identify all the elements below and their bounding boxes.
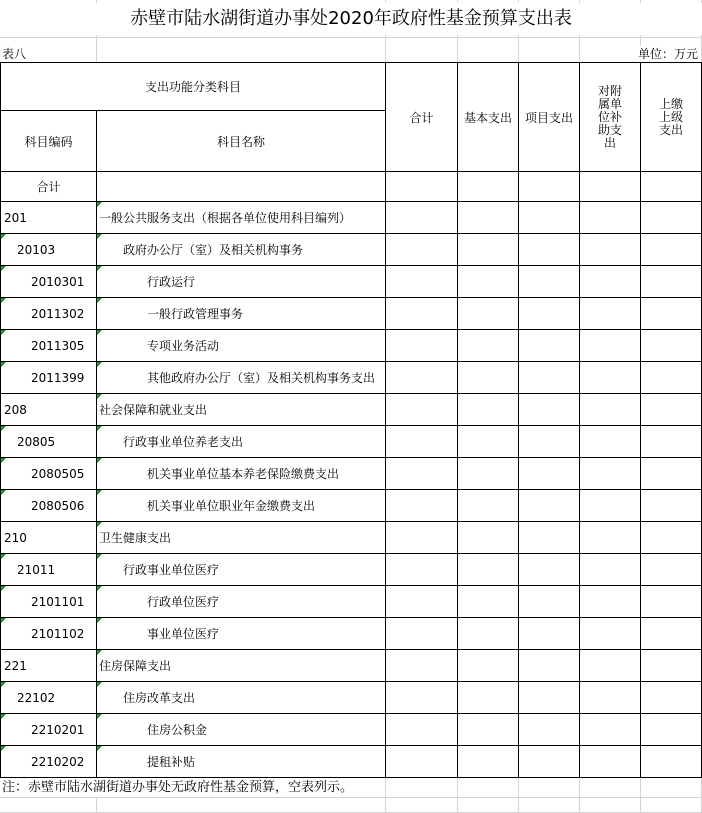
row-subsidy-cell	[580, 202, 641, 234]
row-code	[1, 586, 97, 618]
row-code-text: 2210202	[31, 754, 85, 769]
row-total-cell	[386, 458, 458, 490]
row-name-text: 行政事业单位医疗	[123, 563, 220, 577]
row-subsidy-cell	[580, 394, 641, 426]
row-code	[1, 650, 97, 682]
row-code	[1, 330, 97, 362]
row-code	[1, 458, 97, 490]
subtotal-label: 合计	[1, 172, 97, 202]
row-total-cell	[386, 394, 458, 426]
row-project-cell	[519, 458, 580, 490]
row-code	[1, 746, 97, 778]
row-subsidy-cell	[580, 746, 641, 778]
row-name-text: 一般行政管理事务	[147, 307, 244, 321]
row-name-text: 机关事业单位基本养老保险缴费支出	[147, 467, 340, 481]
row-name-text: 专项业务活动	[147, 339, 220, 353]
text-number-indicator-icon	[1, 234, 6, 239]
row-project-cell	[519, 298, 580, 330]
row-code-text: 2101101	[31, 594, 85, 609]
row-project-cell	[519, 650, 580, 682]
row-name	[97, 298, 386, 330]
row-basic-cell	[458, 554, 519, 586]
row-subsidy-cell	[580, 426, 641, 458]
row-total-cell	[386, 650, 458, 682]
text-number-indicator-icon	[97, 522, 102, 527]
row-name	[97, 234, 386, 266]
row-upper-cell	[641, 554, 702, 586]
row-project-cell	[519, 266, 580, 298]
text-number-indicator-icon	[97, 202, 102, 207]
row-basic-cell	[458, 490, 519, 522]
row-name	[97, 202, 386, 234]
row-upper-cell	[641, 330, 702, 362]
row-project-cell	[519, 714, 580, 746]
table-row	[1, 394, 702, 426]
row-upper-cell	[641, 746, 702, 778]
row-subsidy-cell	[580, 458, 641, 490]
text-number-indicator-icon	[97, 266, 102, 271]
table-row	[1, 490, 702, 522]
row-code	[1, 426, 97, 458]
row-subsidy-cell	[580, 490, 641, 522]
row-name	[97, 362, 386, 394]
row-basic-cell	[458, 330, 519, 362]
table-row	[1, 426, 702, 458]
row-basic-cell	[458, 298, 519, 330]
text-number-indicator-icon	[1, 682, 6, 687]
table-row	[1, 234, 702, 266]
project-expense-header: 项目支出	[519, 63, 580, 172]
category-header: 支出功能分类科目	[1, 63, 386, 111]
footnote: 注：赤壁市陆水湖街道办事处无政府性基金预算，空表列示。	[2, 780, 354, 795]
row-project-cell	[519, 746, 580, 778]
row-name-text: 政府办公厅（室）及相关机构事务	[123, 243, 304, 257]
row-project-cell	[519, 202, 580, 234]
row-upper-cell	[641, 490, 702, 522]
text-number-indicator-icon	[1, 266, 6, 271]
row-basic-cell	[458, 234, 519, 266]
row-code	[1, 298, 97, 330]
row-upper-cell	[641, 202, 702, 234]
row-code-text: 2011305	[31, 338, 85, 353]
text-number-indicator-icon	[1, 458, 6, 463]
subtotal-total-cell	[386, 172, 458, 202]
row-name-text: 卫生健康支出	[99, 531, 172, 545]
row-total-cell	[386, 234, 458, 266]
upper-remit-header-text: 上缴上级支出	[658, 96, 683, 137]
text-number-indicator-icon	[1, 618, 6, 623]
row-name-text: 机关事业单位职业年金缴费支出	[147, 499, 316, 513]
row-name	[97, 554, 386, 586]
text-number-indicator-icon	[1, 330, 6, 335]
subsidy-header-text: 对附属单位补助支出	[597, 83, 622, 150]
row-subsidy-cell	[580, 554, 641, 586]
row-name	[97, 586, 386, 618]
row-project-cell	[519, 426, 580, 458]
table-row	[1, 618, 702, 650]
row-upper-cell	[641, 362, 702, 394]
row-code-text: 2080506	[31, 498, 85, 513]
row-upper-cell	[641, 650, 702, 682]
row-project-cell	[519, 522, 580, 554]
table-row	[1, 682, 702, 714]
text-number-indicator-icon	[1, 554, 6, 559]
row-subsidy-cell	[580, 298, 641, 330]
table-row	[1, 298, 702, 330]
row-name-text: 住房改革支出	[123, 691, 196, 705]
row-basic-cell	[458, 618, 519, 650]
row-upper-cell	[641, 682, 702, 714]
text-number-indicator-icon	[1, 362, 6, 367]
row-project-cell	[519, 394, 580, 426]
text-number-indicator-icon	[97, 682, 102, 687]
row-code	[1, 394, 97, 426]
budget-table	[0, 62, 702, 778]
row-total-cell	[386, 522, 458, 554]
subsidy-header	[580, 63, 641, 172]
row-total-cell	[386, 202, 458, 234]
row-code	[1, 682, 97, 714]
row-code-text: 20103	[17, 242, 56, 257]
table-row	[1, 522, 702, 554]
row-code-text: 22102	[17, 690, 56, 705]
text-number-indicator-icon	[97, 490, 102, 495]
subtotal-subsidy-cell	[580, 172, 641, 202]
row-code	[1, 522, 97, 554]
row-name	[97, 394, 386, 426]
row-name	[97, 618, 386, 650]
row-total-cell	[386, 330, 458, 362]
row-subsidy-cell	[580, 650, 641, 682]
row-total-cell	[386, 682, 458, 714]
row-name	[97, 746, 386, 778]
row-basic-cell	[458, 362, 519, 394]
row-project-cell	[519, 234, 580, 266]
table-row	[1, 362, 702, 394]
text-number-indicator-icon	[97, 746, 102, 751]
row-code-text: 2101102	[31, 626, 85, 641]
text-number-indicator-icon	[97, 298, 102, 303]
name-header: 科目名称	[97, 111, 386, 172]
total-header: 合计	[386, 63, 458, 172]
text-number-indicator-icon	[1, 490, 6, 495]
row-code	[1, 202, 97, 234]
row-basic-cell	[458, 266, 519, 298]
text-number-indicator-icon	[97, 586, 102, 591]
text-number-indicator-icon	[1, 714, 6, 719]
row-code-text: 2011399	[31, 370, 85, 385]
row-project-cell	[519, 330, 580, 362]
row-code	[1, 554, 97, 586]
table-row	[1, 714, 702, 746]
row-basic-cell	[458, 426, 519, 458]
row-name	[97, 522, 386, 554]
row-upper-cell	[641, 234, 702, 266]
row-total-cell	[386, 554, 458, 586]
row-project-cell	[519, 682, 580, 714]
row-subsidy-cell	[580, 266, 641, 298]
unit-label: 单位：万元	[637, 47, 698, 61]
row-code-text: 210	[4, 530, 27, 545]
row-name	[97, 458, 386, 490]
row-code	[1, 618, 97, 650]
row-project-cell	[519, 554, 580, 586]
row-name-text: 提租补贴	[147, 755, 196, 769]
text-number-indicator-icon	[97, 426, 102, 431]
row-upper-cell	[641, 426, 702, 458]
text-number-indicator-icon	[97, 394, 102, 399]
row-code	[1, 490, 97, 522]
text-number-indicator-icon	[97, 554, 102, 559]
table-row	[1, 746, 702, 778]
row-name-text: 住房保障支出	[99, 659, 172, 673]
row-name	[97, 330, 386, 362]
row-basic-cell	[458, 714, 519, 746]
row-subsidy-cell	[580, 586, 641, 618]
row-subsidy-cell	[580, 714, 641, 746]
row-name-text: 行政运行	[147, 275, 196, 289]
row-basic-cell	[458, 522, 519, 554]
row-upper-cell	[641, 394, 702, 426]
row-upper-cell	[641, 618, 702, 650]
row-total-cell	[386, 618, 458, 650]
row-total-cell	[386, 298, 458, 330]
row-upper-cell	[641, 266, 702, 298]
row-total-cell	[386, 490, 458, 522]
row-subsidy-cell	[580, 362, 641, 394]
row-code-text: 2011302	[31, 306, 85, 321]
row-code-text: 2010301	[31, 274, 85, 289]
row-subsidy-cell	[580, 234, 641, 266]
row-total-cell	[386, 586, 458, 618]
row-code	[1, 234, 97, 266]
row-code-text: 221	[4, 658, 27, 673]
text-number-indicator-icon	[97, 650, 102, 655]
row-code	[1, 362, 97, 394]
row-code	[1, 266, 97, 298]
row-subsidy-cell	[580, 618, 641, 650]
text-number-indicator-icon	[97, 714, 102, 719]
row-subsidy-cell	[580, 330, 641, 362]
row-upper-cell	[641, 298, 702, 330]
text-number-indicator-icon	[1, 746, 6, 751]
row-name-text: 事业单位医疗	[147, 627, 220, 641]
row-code-text: 2080505	[31, 466, 85, 481]
row-basic-cell	[458, 458, 519, 490]
code-header: 科目编码	[1, 111, 97, 172]
row-code-text: 208	[4, 402, 27, 417]
subtotal-basic-cell	[458, 172, 519, 202]
row-name-text: 社会保障和就业支出	[99, 403, 208, 417]
subtotal-project-cell	[519, 172, 580, 202]
row-name	[97, 426, 386, 458]
row-subsidy-cell	[580, 682, 641, 714]
row-project-cell	[519, 618, 580, 650]
text-number-indicator-icon	[1, 586, 6, 591]
table-row	[1, 554, 702, 586]
row-project-cell	[519, 362, 580, 394]
row-name-text: 行政事业单位养老支出	[123, 435, 244, 449]
table-row	[1, 202, 702, 234]
subtotal-name-cell	[97, 172, 386, 202]
table-row	[1, 330, 702, 362]
text-number-indicator-icon	[97, 330, 102, 335]
row-code-text: 2210201	[31, 722, 85, 737]
row-code	[1, 714, 97, 746]
table-row	[1, 586, 702, 618]
row-basic-cell	[458, 650, 519, 682]
row-basic-cell	[458, 586, 519, 618]
row-code-text: 20805	[17, 434, 56, 449]
row-name	[97, 650, 386, 682]
row-name-text: 其他政府办公厅（室）及相关机构事务支出	[147, 371, 376, 385]
row-upper-cell	[641, 714, 702, 746]
table-label: 表八	[2, 47, 27, 61]
row-basic-cell	[458, 394, 519, 426]
basic-expense-header: 基本支出	[458, 63, 519, 172]
upper-remit-header	[641, 63, 702, 172]
subtotal-upper-cell	[641, 172, 702, 202]
text-number-indicator-icon	[97, 234, 102, 239]
row-upper-cell	[641, 458, 702, 490]
row-total-cell	[386, 266, 458, 298]
row-total-cell	[386, 714, 458, 746]
row-name	[97, 490, 386, 522]
row-name-text: 行政单位医疗	[147, 595, 220, 609]
text-number-indicator-icon	[1, 298, 6, 303]
row-basic-cell	[458, 746, 519, 778]
text-number-indicator-icon	[1, 426, 6, 431]
row-upper-cell	[641, 522, 702, 554]
row-total-cell	[386, 362, 458, 394]
row-total-cell	[386, 426, 458, 458]
row-basic-cell	[458, 202, 519, 234]
text-number-indicator-icon	[97, 618, 102, 623]
row-name-text: 一般公共服务支出（根据各单位使用科目编列）	[99, 211, 352, 225]
row-upper-cell	[641, 586, 702, 618]
row-code-text: 201	[4, 210, 27, 225]
table-row	[1, 650, 702, 682]
row-project-cell	[519, 586, 580, 618]
table-row	[1, 266, 702, 298]
row-name	[97, 682, 386, 714]
row-total-cell	[386, 746, 458, 778]
table-row	[1, 458, 702, 490]
text-number-indicator-icon	[97, 458, 102, 463]
row-name	[97, 714, 386, 746]
row-name	[97, 266, 386, 298]
row-subsidy-cell	[580, 522, 641, 554]
row-name-text: 住房公积金	[147, 723, 208, 737]
text-number-indicator-icon	[97, 362, 102, 367]
row-basic-cell	[458, 682, 519, 714]
row-project-cell	[519, 490, 580, 522]
page-title: 赤壁市陆水湖街道办事处2020年政府性基金预算支出表	[0, 3, 702, 35]
row-code-text: 21011	[17, 562, 56, 577]
